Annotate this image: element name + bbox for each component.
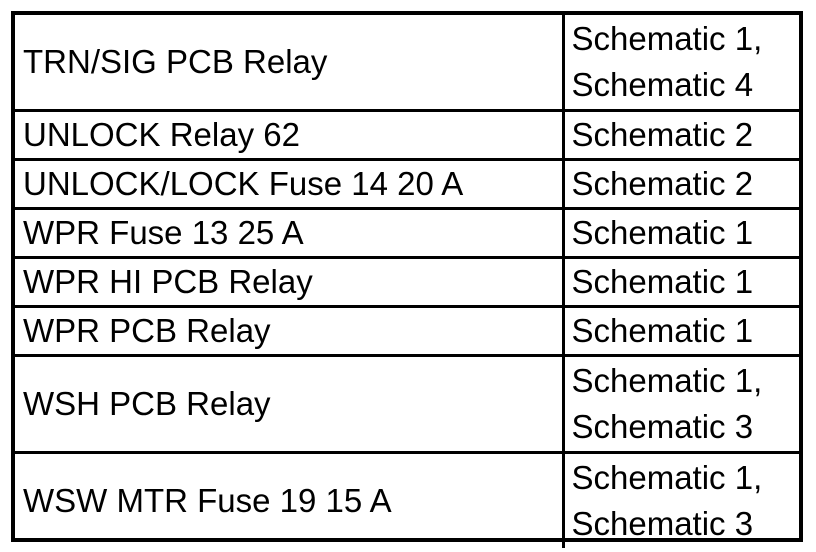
schematic-ref: Schematic 4 xyxy=(571,66,754,103)
schematic-cell xyxy=(563,111,799,160)
schematic-cell xyxy=(563,209,799,258)
component-schematic-table xyxy=(11,11,803,542)
schematic-ref: Schematic 3 xyxy=(571,505,754,542)
table-row xyxy=(15,111,799,160)
schematic-ref: Schematic 1 xyxy=(571,214,754,251)
component-cell: WPR HI PCB Relay xyxy=(15,258,563,307)
table-row xyxy=(15,15,799,111)
schematic-ref: Schematic 1, xyxy=(571,20,763,57)
table xyxy=(15,15,799,548)
schematic-cell xyxy=(563,453,799,549)
component-cell: WSW MTR Fuse 19 15 A xyxy=(15,453,563,549)
component-cell: WPR Fuse 13 25 A xyxy=(15,209,563,258)
schematic-cell xyxy=(563,160,799,209)
schematic-cell xyxy=(563,356,799,453)
table-row xyxy=(15,160,799,209)
table-row xyxy=(15,258,799,307)
schematic-ref: Schematic 1 xyxy=(571,312,754,349)
table-row xyxy=(15,209,799,258)
schematic-ref: Schematic 3 xyxy=(571,408,754,445)
table-row xyxy=(15,307,799,356)
schematic-ref: Schematic 2 xyxy=(571,165,754,202)
component-cell: UNLOCK/LOCK Fuse 14 20 A xyxy=(15,160,563,209)
schematic-cell xyxy=(563,15,799,111)
component-cell: WPR PCB Relay xyxy=(15,307,563,356)
schematic-cell xyxy=(563,258,799,307)
component-cell: UNLOCK Relay 62 xyxy=(15,111,563,160)
component-cell: WSH PCB Relay xyxy=(15,356,563,453)
schematic-ref: Schematic 1 xyxy=(571,263,754,300)
table-row xyxy=(15,356,799,453)
table-row xyxy=(15,453,799,549)
schematic-ref: Schematic 1, xyxy=(571,362,763,399)
schematic-ref: Schematic 2 xyxy=(571,116,754,153)
schematic-cell xyxy=(563,307,799,356)
schematic-ref: Schematic 1, xyxy=(571,459,763,496)
component-cell: TRN/SIG PCB Relay xyxy=(15,15,563,111)
